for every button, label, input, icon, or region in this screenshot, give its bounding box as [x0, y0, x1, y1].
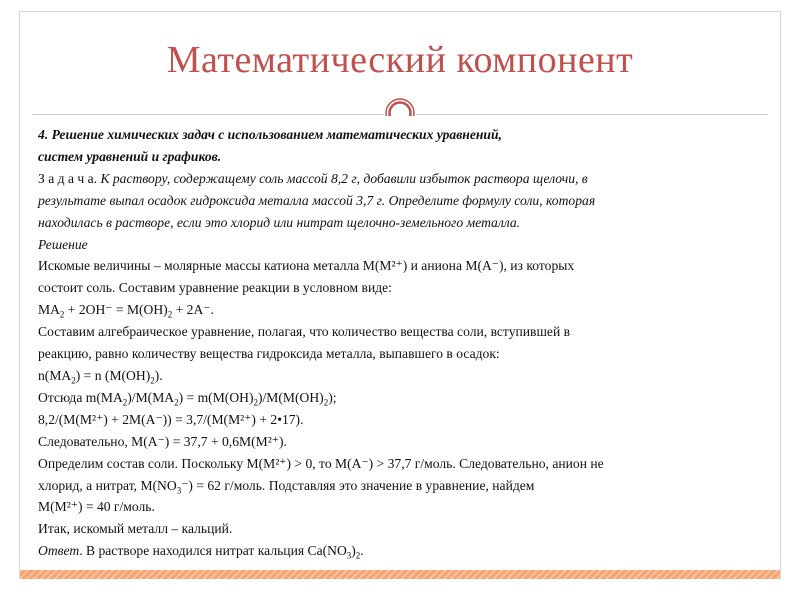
eq-part: ). — [154, 367, 163, 383]
solution-line-1: Искомые величины – молярные массы катиона металла M(M²⁺) и аниона M(A⁻), из которых — [38, 258, 575, 274]
answer-label: Ответ — [38, 543, 80, 559]
solution-line-6 — [38, 365, 768, 387]
eq-subscript: 2 — [355, 550, 361, 561]
eq-subscript: 3 — [346, 550, 352, 561]
eq-subscript: 2 — [323, 397, 329, 408]
solution-line-7 — [38, 387, 768, 409]
solution-line-12: M(M²⁺) = 40 г/моль. — [38, 499, 155, 515]
slide-title: Математический компонент — [166, 39, 634, 81]
solution-label: Решение — [38, 236, 88, 252]
eq-part: ) = n (M(OH) — [75, 367, 151, 383]
eq-part: ) = m(M(OH) — [178, 389, 254, 405]
eq-subscript: 2 — [253, 397, 258, 408]
solution-line-2: состоит соль. Составим уравнение реакции в условном виде: — [38, 280, 392, 296]
solution-line-10: Определим состав соли. Поскольку M(M²⁺) > 0, то M(A⁻) > 37,7 г/моль. Следовательно, анион не — [38, 455, 604, 471]
answer-line — [38, 540, 768, 562]
zadacha-label: З а д а ч а. — [38, 170, 98, 186]
task-statement-text: К раствору, содержащему соль массой 8,2 г, добавили избыток раствора щелочи, в — [97, 170, 588, 186]
answer-text: . — [360, 543, 364, 559]
task-statement-line-2: результате выпал осадок гидроксида металла массой 3,7 г. Определите формулу соли, которая — [38, 192, 596, 208]
eq-subscript: 2 — [150, 375, 155, 386]
title-divider-right — [416, 114, 768, 115]
solution-line-9: Следовательно, M(A⁻) = 37,7 + 0,6M(M²⁺). — [38, 433, 287, 449]
task-statement-line-1 — [38, 168, 768, 190]
eq-subscript: 2 — [122, 397, 128, 408]
eq-part: ); — [328, 389, 337, 405]
slide-body — [38, 124, 768, 562]
eq-subscript: 2 — [174, 397, 179, 408]
solution-line-5: реакцию, равно количеству вещества гидроксида металла, выпавшего в осадок: — [38, 346, 500, 362]
eq-part: n(MA — [38, 367, 72, 383]
eq-part: + 2OH⁻ = M(OH) — [64, 302, 168, 318]
eq-subscript: 2 — [167, 309, 173, 320]
eq-part: ⁻) = 62 г/моль. Подставляя это значение в уравнение, найдем — [181, 477, 535, 493]
eq-subscript: 2 — [59, 309, 65, 320]
eq-subscript: 2 — [71, 375, 76, 386]
solution-line-13: Итак, искомый металл – кальций. — [38, 521, 233, 537]
eq-part: )/M(M(OH) — [257, 389, 324, 405]
eq-part: хлорид, а нитрат, M(NO — [38, 477, 177, 493]
title-divider-left — [32, 114, 384, 115]
answer-text: . В растворе находился нитрат кальция Ca(NO — [79, 543, 347, 559]
eq-part: MA — [38, 302, 60, 318]
task-heading-line-2: систем уравнений и графиков. — [38, 148, 222, 164]
bottom-band — [20, 570, 780, 579]
solution-line-8: 8,2/(M(M²⁺) + 2M(A⁻)) = 3,7/(M(M²⁺) + 2•17). — [38, 411, 304, 427]
eq-part: )/M(MA — [127, 389, 175, 405]
eq-part: + 2A⁻. — [172, 302, 214, 318]
task-heading-line-1: 4. Решение химических задач с использованием математических уравнений, — [38, 127, 502, 142]
solution-line-11 — [38, 475, 768, 497]
eq-subscript: 3 — [176, 485, 182, 496]
answer-text: ) — [351, 543, 356, 559]
task-statement-line-3: находилась в растворе, если это хлорид или нитрат щелочно-земельного металла. — [38, 214, 521, 230]
solution-line-3 — [38, 299, 768, 321]
solution-line-4: Составим алгебраическое уравнение, полагая, что количество вещества соли, вступившей в — [38, 324, 571, 340]
eq-part: Отсюда m(MA — [38, 389, 123, 405]
